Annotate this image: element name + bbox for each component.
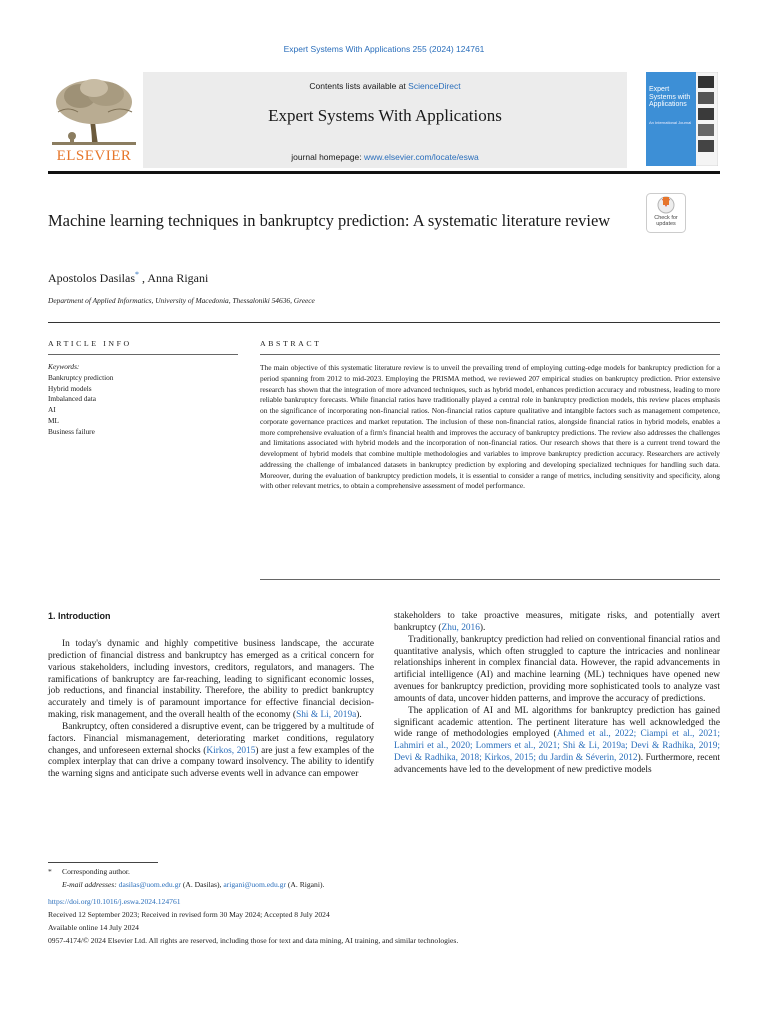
- paragraph-text: ).: [479, 622, 486, 633]
- keywords-label: Keywords:: [48, 362, 80, 371]
- header-rule: [48, 171, 720, 174]
- sciencedirect-link[interactable]: ScienceDirect: [408, 81, 461, 91]
- paragraph: [394, 706, 720, 777]
- email-link[interactable]: arigani@uom.edu.gr: [223, 879, 286, 889]
- paragraph-text: In today's dynamic and highly competitive business landscape, the accurate prediction of financial distress and bankruptcy has emerged as a critical concern for various stakeholders, including investors, creditors, regulators, and managers. The ramifications of bankruptcy are far-reaching, leading to significant economic losses, job reductions, and financial instability. Therefore, the ability to predict bankruptcy accurately and timely is of paramount importance for effective financial decision-making, risk management, and the overall health of the economy (: [48, 639, 374, 721]
- crossmark-label: Check for updates: [654, 215, 678, 227]
- body-column-right: [394, 611, 720, 777]
- keyword: ML: [48, 415, 59, 425]
- journal-cover[interactable]: [646, 72, 718, 166]
- keyword: Imbalanced data: [48, 394, 97, 404]
- footnote-rule: [48, 862, 158, 863]
- paragraph: [394, 611, 720, 635]
- running-head[interactable]: Expert Systems With Applications 255 (2024) 124761: [283, 44, 485, 54]
- divider: [260, 354, 720, 355]
- paragraph: [48, 639, 374, 722]
- article-info-heading: ARTICLE INFO: [48, 339, 132, 348]
- online-date: Available online 14 July 2024: [48, 923, 139, 932]
- contents-line: [143, 81, 627, 91]
- email-label: E-mail addresses:: [62, 879, 117, 889]
- body-column-left: [48, 639, 374, 781]
- section-heading: 1. Introduction: [48, 611, 111, 621]
- paragraph-text: ). Furthermore, recent advancements have led to the development of new predictive models: [394, 753, 720, 775]
- affiliation: Department of Applied Informatics, University of Macedonia, Thessaloniki 54636, Greece: [48, 296, 315, 305]
- footnote-star: *: [48, 867, 52, 876]
- paragraph-text: ).: [356, 710, 362, 721]
- journal-title: Expert Systems With Applications: [268, 106, 502, 125]
- email-link[interactable]: dasilas@uom.edu.gr: [118, 879, 181, 889]
- paragraph-text: Bankruptcy, often considered a disruptive event, can be triggered by a multitude of factors. Financial mismanagement, deteriorating market conditions, regulatory changes, and unforeseen external shocks (: [48, 721, 374, 756]
- keyword: AI: [48, 405, 56, 415]
- copyright-line: 0957-4174/© 2024 Elsevier Ltd. All rights are reserved, including those for text and data mining, AI training, and similar technologies.: [48, 936, 459, 945]
- received-dates: Received 12 September 2023; Received in revised form 30 May 2024; Accepted 8 July 2024: [48, 910, 330, 919]
- author-separator: ,: [139, 271, 148, 285]
- footnote-text: Corresponding author.: [62, 867, 130, 876]
- abstract-text: The main objective of this systematic literature review is to unveil the prevailing trend of employing cutting-edge models for bankruptcy prediction for a period spanning from 2012 to mid-2023. Employing the PRISMA method, we reviewed 207 empirical studies on bankruptcy prediction. Prior extensive research has shown that the integration of more advanced techniques, such as hybrid model, enhances prediction accuracy and robustness, leading to more reliable bankruptcy forecasts. While financial ratios have traditionally played a central role in bankruptcy prediction models, this review places emphasis on the significance of incorporating non-financial ratios. Non-financial ratios capture qualitative and intangible factors such as management competence, corporate governance practices and market reputation. The inclusion of these non-financial ratios, alongside financial ratios in hybrid models, enables a more comprehensive evaluation of a firm's financial health and improves the accuracy of bankruptcy predictions. The review also addresses the challenges and limitations associated with hybrid models and the incorporation of non-financial ratios. Our research shows that there is a current trend toward the development of hybrid models that combine multiple methodologies and variables to improve bankruptcy prediction accuracy. Researchers are actively addressing the challenge of imbalanced datasets in bankruptcy prediction by exploring and developing specialized techniques for handling such data. Moreover, during the evaluation of bankruptcy prediction models, it is essential to consider a range of metrics, including sensitivity and specificity, along with other relevant metrics, to obtain a comprehensive assessment of model performance.: [260, 363, 720, 491]
- email-note: [48, 879, 324, 892]
- author-name[interactable]: Apostolos Dasilas: [48, 271, 135, 285]
- divider: [48, 354, 238, 355]
- crossmark-icon: [646, 193, 686, 233]
- doi-link[interactable]: https://doi.org/10.1016/j.eswa.2024.124761: [48, 897, 181, 906]
- elsevier-logo[interactable]: [48, 72, 140, 164]
- homepage-prefix: journal homepage:: [291, 152, 364, 162]
- homepage-line: [143, 152, 627, 162]
- footnotes: [48, 866, 324, 891]
- author-list: [48, 270, 208, 286]
- keywords-block: [48, 362, 113, 438]
- divider: [48, 322, 720, 323]
- divider: [260, 579, 720, 580]
- article-title: Machine learning techniques in bankruptcy prediction: A systematic literature review: [48, 211, 611, 230]
- email-owner: (A. Rigani).: [285, 879, 325, 889]
- contents-prefix: Contents lists available at: [309, 81, 409, 91]
- keyword: Bankruptcy prediction: [48, 372, 114, 382]
- paragraph-text: The application of AI and ML algorithms for bankruptcy prediction has gained significant academic attention. The pertinent literature has well acknowledged the wide range of methodologies employed (: [394, 705, 720, 740]
- abstract-heading: ABSTRACT: [260, 339, 322, 348]
- author-name[interactable]: Anna Rigani: [147, 271, 209, 285]
- publisher-wordmark: ELSEVIER: [56, 148, 132, 164]
- keyword: Hybrid models: [48, 383, 92, 393]
- paragraph-text: ) are just a few examples of the complex interplay that can drive a company toward insolvency. The ability to identify the warning signs and anticipate such adverse events well in advance can empower: [48, 745, 375, 780]
- paragraph: [48, 722, 374, 781]
- paragraph-text: stakeholders to take proactive measures, mitigate risks, and potentially avert bankruptcy (: [394, 611, 720, 633]
- cover-title: Expert Systems with Applications: [649, 86, 691, 108]
- corresponding-mark[interactable]: *: [135, 270, 139, 279]
- email-owner: (A. Dasilas),: [180, 879, 224, 889]
- homepage-link[interactable]: www.elsevier.com/locate/eswa: [363, 152, 479, 162]
- check-for-updates[interactable]: [646, 193, 686, 233]
- cover-subtitle: An International Journal: [649, 120, 692, 125]
- keyword: Business failure: [48, 426, 95, 436]
- citation-link[interactable]: Zhu, 2016: [441, 622, 480, 633]
- citation-link[interactable]: Shi & Li, 2019a: [296, 710, 357, 721]
- corresponding-author-note: [48, 866, 324, 879]
- citation-link[interactable]: Ahmed et al., 2022; Ciampi et al., 2021; Lahmiri et al., 2020; Lommers et al., 2021; Shi & Li, 2019a; Devi & Radhika, 2019; Devi & Radhika, 2018; Kirkos, 2015; du Jardin & Séverin, 2012: [394, 729, 720, 764]
- citation-link[interactable]: Kirkos, 2015: [206, 745, 256, 756]
- paragraph: Traditionally, bankruptcy prediction had relied on conventional financial ratios and quantitative analysis, which often struggled to capture the intricacies and nonlinear relationships inherent in complex financial data. However, the rapid advancements in artificial intelligence (AI) and machine learning (ML) techniques have opened new avenues for bankruptcy prediction, providing more sophisticated tools to analyze vast amounts of data, uncover hidden patterns, and improve the accuracy of predictions.: [394, 634, 720, 704]
- journal-banner: [143, 72, 627, 168]
